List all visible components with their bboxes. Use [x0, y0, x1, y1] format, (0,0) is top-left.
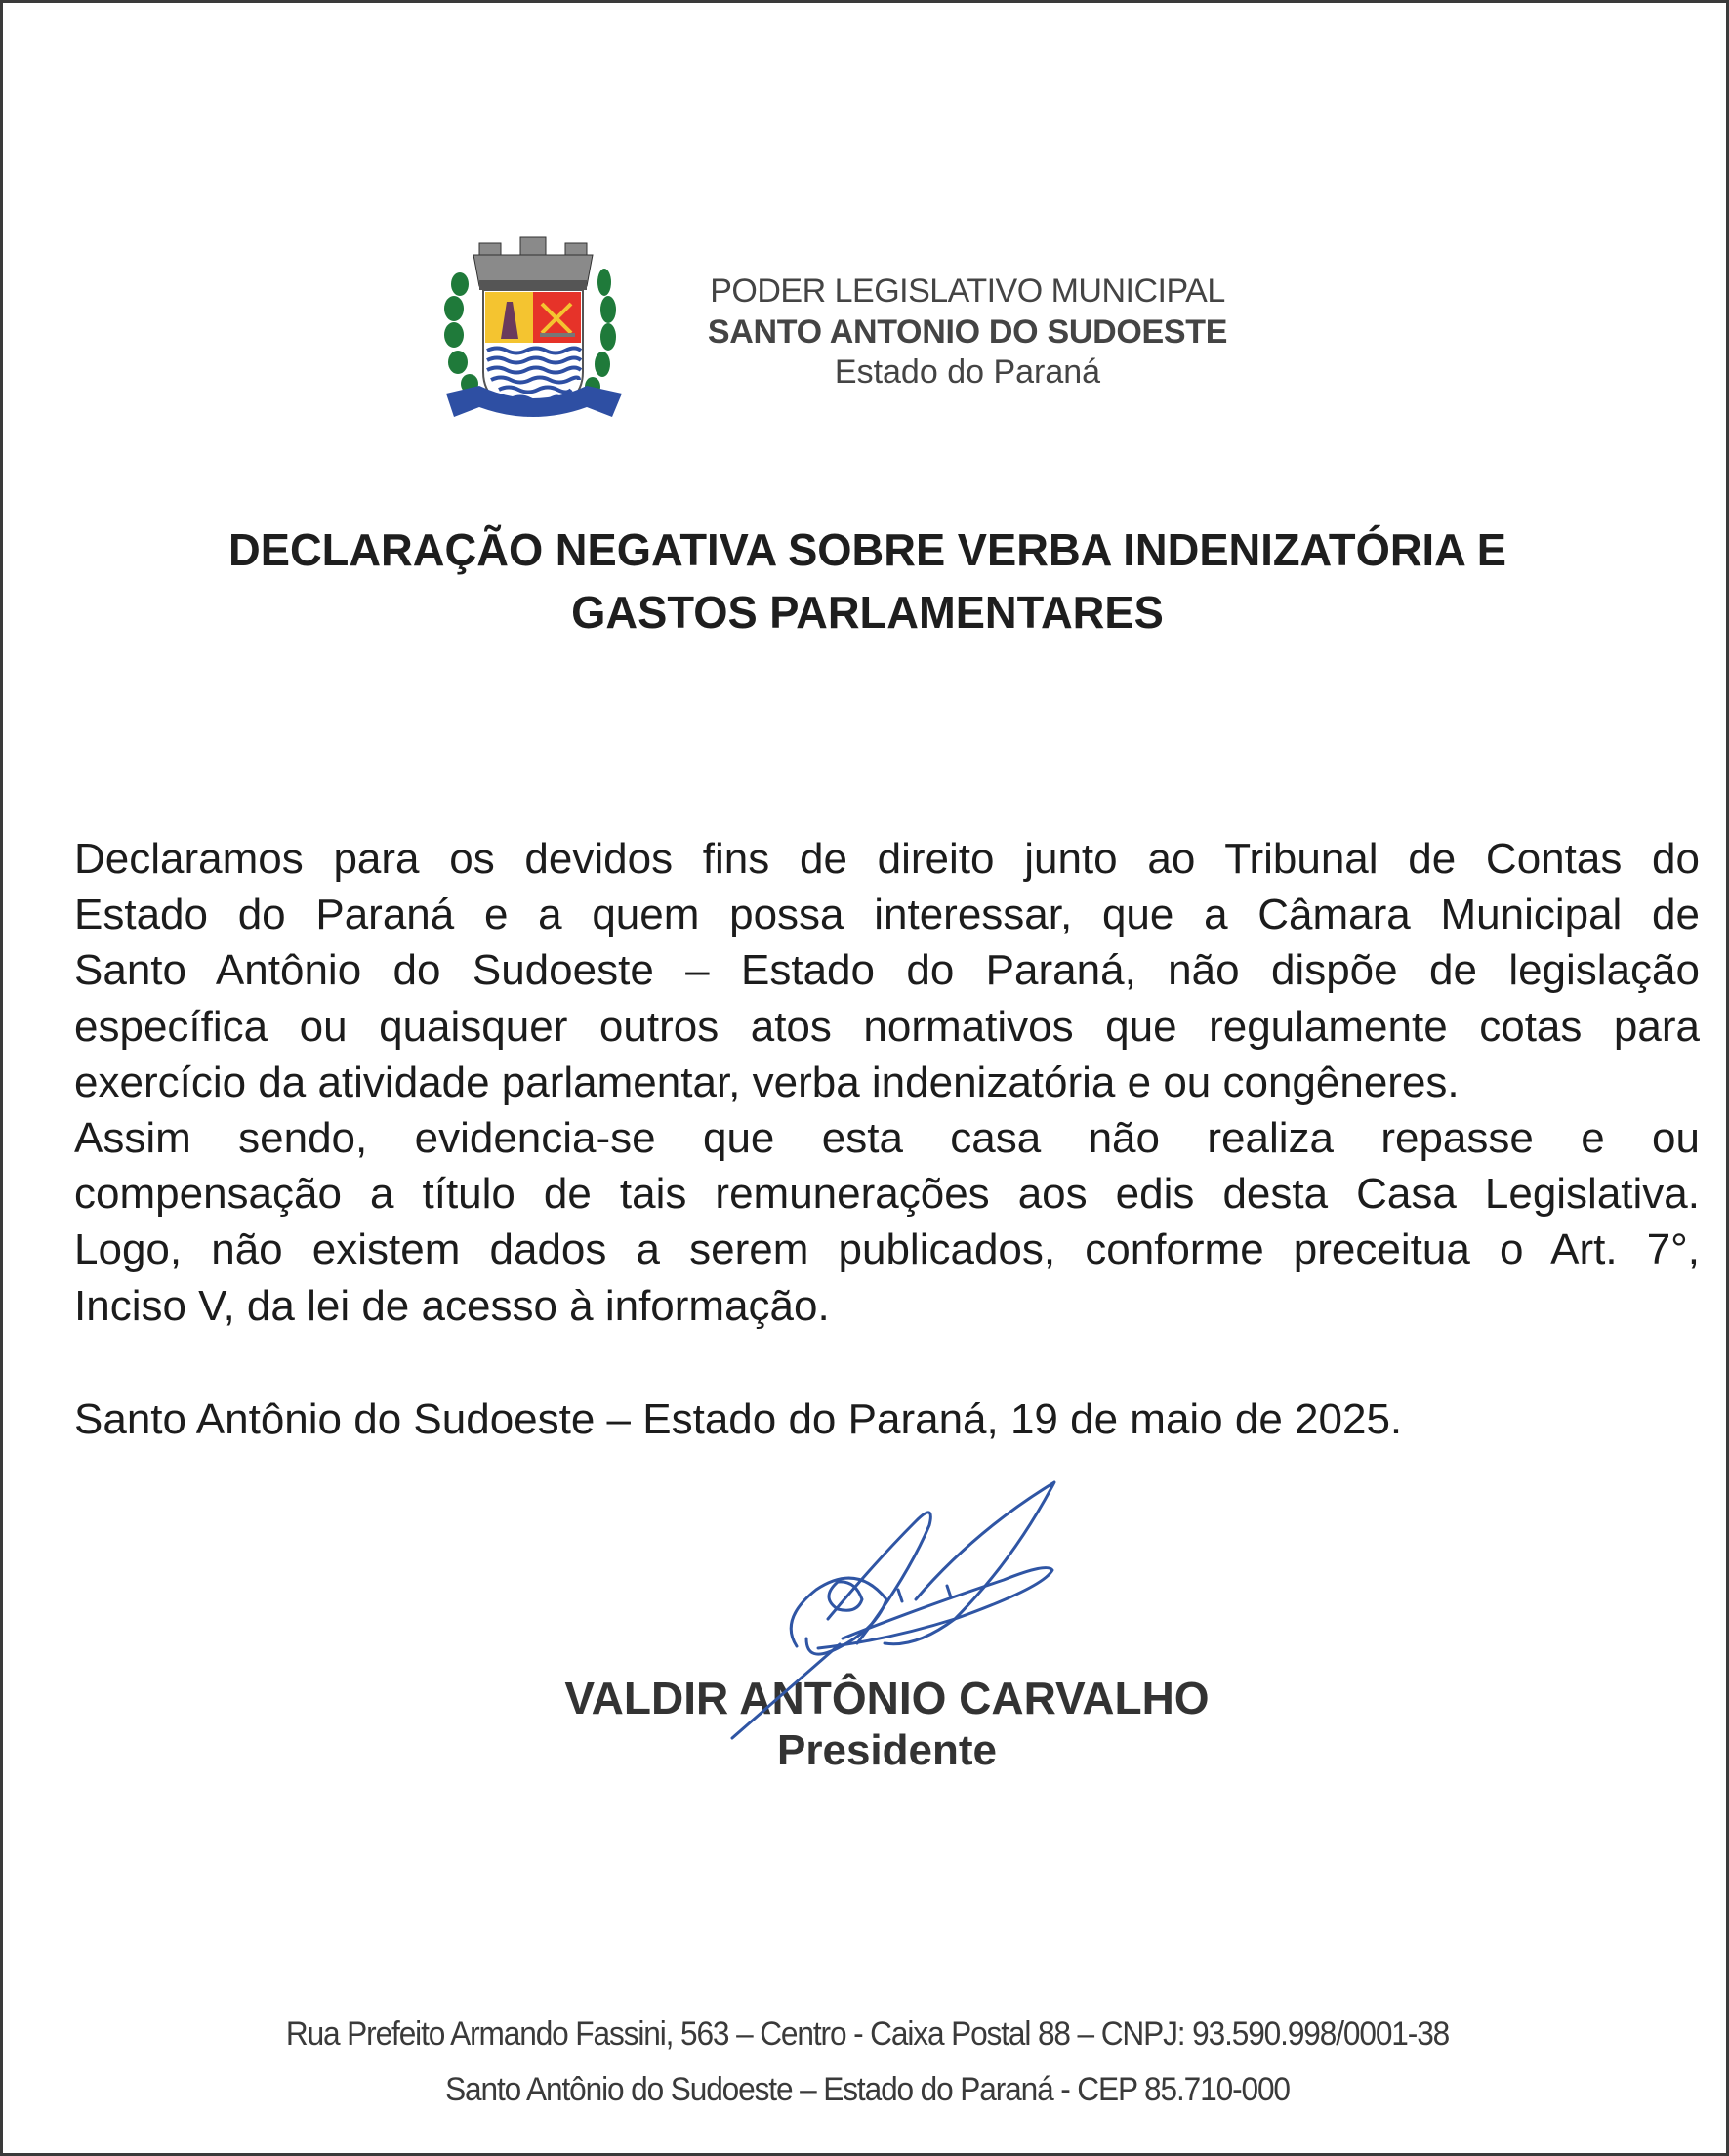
body-line: Logo, não existem dados a serem publicados, conforme preceitua o Art. 7°, [74, 1225, 1700, 1274]
body-line: exercício da atividade parlamentar, verba indenizatória e ou congêneres. [74, 1057, 1460, 1106]
coat-of-arms-icon [440, 226, 626, 427]
footer-address [3, 2007, 1729, 2118]
title-line-2: GASTOS PARLAMENTARES [571, 587, 1164, 638]
body-line: Declaramos para os devidos fins de direito junto ao Tribunal de Contas do [74, 835, 1700, 883]
org-line-2: SANTO ANTONIO DO SUDOESTE [707, 313, 1228, 351]
body-line: Assim sendo, evidencia-se que esta casa não realiza repasse e ou [74, 1114, 1700, 1163]
title-line-1: DECLARAÇÃO NEGATIVA SOBRE VERBA INDENIZATÓRIA E [227, 524, 1507, 575]
body-line: específica ou quaisquer outros atos normativos que regulamente cotas para [74, 1002, 1700, 1051]
signer-name: VALDIR ANTÔNIO CARVALHO [564, 1673, 1210, 1723]
organization-name [684, 270, 1251, 392]
org-line-3: Estado do Paraná [834, 353, 1101, 391]
signer-role: Presidente [777, 1726, 997, 1774]
declaration-body [74, 831, 1700, 1334]
body-line: Santo Antônio do Sudoeste – Estado do Paraná, não dispõe de legislação [74, 946, 1700, 995]
org-line-1: PODER LEGISLATIVO MUNICIPAL [710, 272, 1225, 310]
letterhead [440, 226, 1260, 427]
body-line: Inciso V, da lei de acesso à informação. [74, 1281, 830, 1330]
handwritten-signature-icon [720, 1472, 1072, 1756]
document-title [112, 518, 1623, 643]
body-line: Estado do Paraná e a quem possa interessar, que a Câmara Municipal de [74, 891, 1700, 939]
date-line: Santo Antônio do Sudoeste – Estado do Paraná, 19 de maio de 2025. [74, 1395, 1403, 1443]
body-line: compensação a título de tais remunerações aos edis desta Casa Legislativa. [74, 1170, 1700, 1219]
footer-line-1: Rua Prefeito Armando Fassini, 563 – Centro - Caixa Postal 88 – CNPJ: 93.590.998/0001-38 [285, 2015, 1450, 2052]
footer-line-2: Santo Antônio do Sudoeste – Estado do Paraná - CEP 85.710-000 [445, 2071, 1290, 2108]
